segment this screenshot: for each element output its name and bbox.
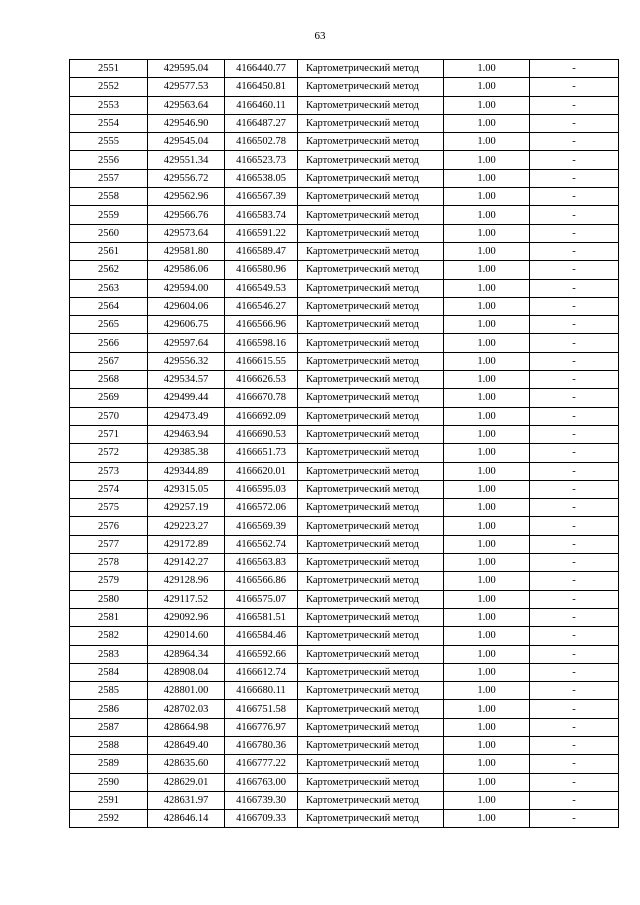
- x-coordinate-cell: 429499.44: [148, 389, 225, 407]
- description-cell: -: [530, 718, 619, 736]
- y-coordinate-cell: 4166777.22: [225, 755, 298, 773]
- table-row: [70, 535, 619, 553]
- x-coordinate-cell: 429223.27: [148, 517, 225, 535]
- description-cell: -: [530, 242, 619, 260]
- method-cell: Картометрический метод: [298, 590, 444, 608]
- method-cell: Картометрический метод: [298, 773, 444, 791]
- description-cell: -: [530, 352, 619, 370]
- precision-cell: 1.00: [444, 297, 530, 315]
- point-number-cell: 2591: [70, 791, 148, 809]
- precision-cell: 1.00: [444, 242, 530, 260]
- precision-cell: 1.00: [444, 407, 530, 425]
- y-coordinate-cell: 4166591.22: [225, 224, 298, 242]
- y-coordinate-cell: 4166626.53: [225, 371, 298, 389]
- x-coordinate-cell: 429315.05: [148, 480, 225, 498]
- point-number-cell: 2551: [70, 60, 148, 78]
- y-coordinate-cell: 4166589.47: [225, 242, 298, 260]
- table-row: [70, 133, 619, 151]
- y-coordinate-cell: 4166776.97: [225, 718, 298, 736]
- method-cell: Картометрический метод: [298, 389, 444, 407]
- x-coordinate-cell: 428629.01: [148, 773, 225, 791]
- point-number-cell: 2568: [70, 371, 148, 389]
- point-number-cell: 2569: [70, 389, 148, 407]
- y-coordinate-cell: 4166670.78: [225, 389, 298, 407]
- x-coordinate-cell: 429257.19: [148, 499, 225, 517]
- y-coordinate-cell: 4166692.09: [225, 407, 298, 425]
- precision-cell: 1.00: [444, 773, 530, 791]
- description-cell: -: [530, 114, 619, 132]
- point-number-cell: 2583: [70, 645, 148, 663]
- x-coordinate-cell: 429463.94: [148, 425, 225, 443]
- precision-cell: 1.00: [444, 755, 530, 773]
- table-row: [70, 334, 619, 352]
- x-coordinate-cell: 428635.60: [148, 755, 225, 773]
- description-cell: -: [530, 96, 619, 114]
- description-cell: -: [530, 462, 619, 480]
- y-coordinate-cell: 4166751.58: [225, 700, 298, 718]
- x-coordinate-cell: 429597.64: [148, 334, 225, 352]
- precision-cell: 1.00: [444, 590, 530, 608]
- point-number-cell: 2559: [70, 206, 148, 224]
- x-coordinate-cell: 429604.06: [148, 297, 225, 315]
- y-coordinate-cell: 4166487.27: [225, 114, 298, 132]
- method-cell: Картометрический метод: [298, 334, 444, 352]
- y-coordinate-cell: 4166592.66: [225, 645, 298, 663]
- point-number-cell: 2573: [70, 462, 148, 480]
- point-number-cell: 2571: [70, 425, 148, 443]
- x-coordinate-cell: 428702.03: [148, 700, 225, 718]
- y-coordinate-cell: 4166580.96: [225, 261, 298, 279]
- table-row: [70, 188, 619, 206]
- point-number-cell: 2572: [70, 444, 148, 462]
- precision-cell: 1.00: [444, 279, 530, 297]
- method-cell: Картометрический метод: [298, 169, 444, 187]
- table-row: [70, 791, 619, 809]
- table-row: [70, 297, 619, 315]
- y-coordinate-cell: 4166538.05: [225, 169, 298, 187]
- method-cell: Картометрический метод: [298, 499, 444, 517]
- description-cell: -: [530, 407, 619, 425]
- table-row: [70, 627, 619, 645]
- description-cell: -: [530, 810, 619, 828]
- precision-cell: 1.00: [444, 462, 530, 480]
- y-coordinate-cell: 4166598.16: [225, 334, 298, 352]
- y-coordinate-cell: 4166450.81: [225, 78, 298, 96]
- y-coordinate-cell: 4166739.30: [225, 791, 298, 809]
- x-coordinate-cell: 429344.89: [148, 462, 225, 480]
- table-row: [70, 773, 619, 791]
- y-coordinate-cell: 4166575.07: [225, 590, 298, 608]
- precision-cell: 1.00: [444, 663, 530, 681]
- method-cell: Картометрический метод: [298, 371, 444, 389]
- precision-cell: 1.00: [444, 517, 530, 535]
- precision-cell: 1.00: [444, 78, 530, 96]
- point-number-cell: 2578: [70, 554, 148, 572]
- table-row: [70, 389, 619, 407]
- description-cell: -: [530, 371, 619, 389]
- point-number-cell: 2592: [70, 810, 148, 828]
- method-cell: Картометрический метод: [298, 60, 444, 78]
- method-cell: Картометрический метод: [298, 554, 444, 572]
- description-cell: -: [530, 133, 619, 151]
- description-cell: -: [530, 297, 619, 315]
- point-number-cell: 2553: [70, 96, 148, 114]
- page-number: 63: [314, 30, 326, 42]
- x-coordinate-cell: 429566.76: [148, 206, 225, 224]
- precision-cell: 1.00: [444, 627, 530, 645]
- precision-cell: 1.00: [444, 572, 530, 590]
- method-cell: Картометрический метод: [298, 407, 444, 425]
- x-coordinate-cell: 429092.96: [148, 608, 225, 626]
- table-row: [70, 499, 619, 517]
- precision-cell: 1.00: [444, 718, 530, 736]
- table-row: [70, 425, 619, 443]
- table-row: [70, 352, 619, 370]
- method-cell: Картометрический метод: [298, 791, 444, 809]
- description-cell: -: [530, 78, 619, 96]
- x-coordinate-cell: 429581.80: [148, 242, 225, 260]
- table-row: [70, 316, 619, 334]
- y-coordinate-cell: 4166583.74: [225, 206, 298, 224]
- method-cell: Картометрический метод: [298, 96, 444, 114]
- description-cell: -: [530, 188, 619, 206]
- point-number-cell: 2574: [70, 480, 148, 498]
- precision-cell: 1.00: [444, 425, 530, 443]
- table-row: [70, 736, 619, 754]
- method-cell: Картометрический метод: [298, 572, 444, 590]
- precision-cell: 1.00: [444, 535, 530, 553]
- point-number-cell: 2565: [70, 316, 148, 334]
- point-number-cell: 2588: [70, 736, 148, 754]
- x-coordinate-cell: 429172.89: [148, 535, 225, 553]
- table-row: [70, 169, 619, 187]
- description-cell: -: [530, 554, 619, 572]
- precision-cell: 1.00: [444, 791, 530, 809]
- precision-cell: 1.00: [444, 334, 530, 352]
- x-coordinate-cell: 429563.64: [148, 96, 225, 114]
- description-cell: -: [530, 791, 619, 809]
- point-number-cell: 2582: [70, 627, 148, 645]
- precision-cell: 1.00: [444, 169, 530, 187]
- method-cell: Картометрический метод: [298, 755, 444, 773]
- point-number-cell: 2570: [70, 407, 148, 425]
- description-cell: -: [530, 663, 619, 681]
- precision-cell: 1.00: [444, 645, 530, 663]
- y-coordinate-cell: 4166567.39: [225, 188, 298, 206]
- y-coordinate-cell: 4166562.74: [225, 535, 298, 553]
- precision-cell: 1.00: [444, 700, 530, 718]
- x-coordinate-cell: 429577.53: [148, 78, 225, 96]
- description-cell: -: [530, 334, 619, 352]
- y-coordinate-cell: 4166502.78: [225, 133, 298, 151]
- table-row: [70, 810, 619, 828]
- method-cell: Картометрический метод: [298, 78, 444, 96]
- x-coordinate-cell: 428649.40: [148, 736, 225, 754]
- y-coordinate-cell: 4166612.74: [225, 663, 298, 681]
- table-row: [70, 700, 619, 718]
- x-coordinate-cell: 428908.04: [148, 663, 225, 681]
- method-cell: Картометрический метод: [298, 480, 444, 498]
- table-row: [70, 224, 619, 242]
- y-coordinate-cell: 4166595.03: [225, 480, 298, 498]
- y-coordinate-cell: 4166581.51: [225, 608, 298, 626]
- precision-cell: 1.00: [444, 444, 530, 462]
- description-cell: -: [530, 517, 619, 535]
- y-coordinate-cell: 4166690.53: [225, 425, 298, 443]
- table-row: [70, 480, 619, 498]
- y-coordinate-cell: 4166549.53: [225, 279, 298, 297]
- x-coordinate-cell: 429573.64: [148, 224, 225, 242]
- precision-cell: 1.00: [444, 371, 530, 389]
- x-coordinate-cell: 429545.04: [148, 133, 225, 151]
- precision-cell: 1.00: [444, 554, 530, 572]
- table-row: [70, 114, 619, 132]
- x-coordinate-cell: 429473.49: [148, 407, 225, 425]
- point-number-cell: 2587: [70, 718, 148, 736]
- description-cell: -: [530, 535, 619, 553]
- method-cell: Картометрический метод: [298, 627, 444, 645]
- table-row: [70, 645, 619, 663]
- method-cell: Картометрический метод: [298, 114, 444, 132]
- table-row: [70, 261, 619, 279]
- method-cell: Картометрический метод: [298, 297, 444, 315]
- method-cell: Картометрический метод: [298, 242, 444, 260]
- x-coordinate-cell: 428801.00: [148, 682, 225, 700]
- description-cell: -: [530, 700, 619, 718]
- description-cell: -: [530, 608, 619, 626]
- precision-cell: 1.00: [444, 352, 530, 370]
- x-coordinate-cell: 429534.57: [148, 371, 225, 389]
- description-cell: -: [530, 480, 619, 498]
- method-cell: Картометрический метод: [298, 645, 444, 663]
- method-cell: Картометрический метод: [298, 444, 444, 462]
- table-row: [70, 755, 619, 773]
- method-cell: Картометрический метод: [298, 188, 444, 206]
- y-coordinate-cell: 4166440.77: [225, 60, 298, 78]
- point-number-cell: 2554: [70, 114, 148, 132]
- point-number-cell: 2575: [70, 499, 148, 517]
- y-coordinate-cell: 4166572.06: [225, 499, 298, 517]
- description-cell: -: [530, 169, 619, 187]
- point-number-cell: 2589: [70, 755, 148, 773]
- table-row: [70, 682, 619, 700]
- x-coordinate-cell: 429586.06: [148, 261, 225, 279]
- point-number-cell: 2552: [70, 78, 148, 96]
- description-cell: -: [530, 736, 619, 754]
- table-row: [70, 151, 619, 169]
- method-cell: Картометрический метод: [298, 535, 444, 553]
- point-number-cell: 2566: [70, 334, 148, 352]
- method-cell: Картометрический метод: [298, 736, 444, 754]
- precision-cell: 1.00: [444, 389, 530, 407]
- y-coordinate-cell: 4166569.39: [225, 517, 298, 535]
- y-coordinate-cell: 4166620.01: [225, 462, 298, 480]
- method-cell: Картометрический метод: [298, 517, 444, 535]
- description-cell: -: [530, 389, 619, 407]
- point-number-cell: 2556: [70, 151, 148, 169]
- method-cell: Картометрический метод: [298, 810, 444, 828]
- x-coordinate-cell: 428964.34: [148, 645, 225, 663]
- x-coordinate-cell: 429385.38: [148, 444, 225, 462]
- precision-cell: 1.00: [444, 224, 530, 242]
- precision-cell: 1.00: [444, 810, 530, 828]
- table-row: [70, 78, 619, 96]
- description-cell: -: [530, 316, 619, 334]
- y-coordinate-cell: 4166651.73: [225, 444, 298, 462]
- point-number-cell: 2557: [70, 169, 148, 187]
- method-cell: Картометрический метод: [298, 224, 444, 242]
- description-cell: -: [530, 499, 619, 517]
- description-cell: -: [530, 590, 619, 608]
- point-number-cell: 2586: [70, 700, 148, 718]
- point-number-cell: 2585: [70, 682, 148, 700]
- description-cell: -: [530, 645, 619, 663]
- coordinates-table-body: [70, 60, 619, 828]
- table-row: [70, 718, 619, 736]
- method-cell: Картометрический метод: [298, 608, 444, 626]
- precision-cell: 1.00: [444, 682, 530, 700]
- y-coordinate-cell: 4166460.11: [225, 96, 298, 114]
- point-number-cell: 2561: [70, 242, 148, 260]
- method-cell: Картометрический метод: [298, 425, 444, 443]
- method-cell: Картометрический метод: [298, 206, 444, 224]
- x-coordinate-cell: 429014.60: [148, 627, 225, 645]
- coordinates-table: [69, 59, 619, 828]
- table-row: [70, 517, 619, 535]
- method-cell: Картометрический метод: [298, 462, 444, 480]
- precision-cell: 1.00: [444, 151, 530, 169]
- point-number-cell: 2590: [70, 773, 148, 791]
- precision-cell: 1.00: [444, 188, 530, 206]
- x-coordinate-cell: 429142.27: [148, 554, 225, 572]
- description-cell: -: [530, 279, 619, 297]
- precision-cell: 1.00: [444, 261, 530, 279]
- precision-cell: 1.00: [444, 96, 530, 114]
- description-cell: -: [530, 206, 619, 224]
- x-coordinate-cell: 429606.75: [148, 316, 225, 334]
- table-row: [70, 663, 619, 681]
- point-number-cell: 2576: [70, 517, 148, 535]
- y-coordinate-cell: 4166763.00: [225, 773, 298, 791]
- description-cell: -: [530, 224, 619, 242]
- description-cell: -: [530, 261, 619, 279]
- precision-cell: 1.00: [444, 608, 530, 626]
- point-number-cell: 2567: [70, 352, 148, 370]
- description-cell: -: [530, 682, 619, 700]
- precision-cell: 1.00: [444, 499, 530, 517]
- x-coordinate-cell: 429556.32: [148, 352, 225, 370]
- table-row: [70, 206, 619, 224]
- point-number-cell: 2560: [70, 224, 148, 242]
- method-cell: Картометрический метод: [298, 261, 444, 279]
- point-number-cell: 2579: [70, 572, 148, 590]
- x-coordinate-cell: 428664.98: [148, 718, 225, 736]
- method-cell: Картометрический метод: [298, 718, 444, 736]
- point-number-cell: 2584: [70, 663, 148, 681]
- description-cell: -: [530, 755, 619, 773]
- table-row: [70, 60, 619, 78]
- table-row: [70, 444, 619, 462]
- x-coordinate-cell: 429546.90: [148, 114, 225, 132]
- y-coordinate-cell: 4166780.36: [225, 736, 298, 754]
- method-cell: Картометрический метод: [298, 151, 444, 169]
- x-coordinate-cell: 429556.72: [148, 169, 225, 187]
- point-number-cell: 2581: [70, 608, 148, 626]
- x-coordinate-cell: 429551.34: [148, 151, 225, 169]
- point-number-cell: 2580: [70, 590, 148, 608]
- description-cell: -: [530, 773, 619, 791]
- method-cell: Картометрический метод: [298, 316, 444, 334]
- description-cell: -: [530, 444, 619, 462]
- y-coordinate-cell: 4166615.55: [225, 352, 298, 370]
- method-cell: Картометрический метод: [298, 279, 444, 297]
- precision-cell: 1.00: [444, 316, 530, 334]
- y-coordinate-cell: 4166566.86: [225, 572, 298, 590]
- precision-cell: 1.00: [444, 133, 530, 151]
- y-coordinate-cell: 4166584.46: [225, 627, 298, 645]
- table-row: [70, 371, 619, 389]
- point-number-cell: 2558: [70, 188, 148, 206]
- y-coordinate-cell: 4166563.83: [225, 554, 298, 572]
- x-coordinate-cell: 429594.00: [148, 279, 225, 297]
- table-row: [70, 608, 619, 626]
- table-row: [70, 279, 619, 297]
- y-coordinate-cell: 4166566.96: [225, 316, 298, 334]
- y-coordinate-cell: 4166546.27: [225, 297, 298, 315]
- method-cell: Картометрический метод: [298, 682, 444, 700]
- precision-cell: 1.00: [444, 114, 530, 132]
- description-cell: -: [530, 627, 619, 645]
- x-coordinate-cell: 429595.04: [148, 60, 225, 78]
- point-number-cell: 2577: [70, 535, 148, 553]
- x-coordinate-cell: 428631.97: [148, 791, 225, 809]
- x-coordinate-cell: 429117.52: [148, 590, 225, 608]
- precision-cell: 1.00: [444, 736, 530, 754]
- description-cell: -: [530, 425, 619, 443]
- table-row: [70, 590, 619, 608]
- precision-cell: 1.00: [444, 480, 530, 498]
- x-coordinate-cell: 429128.96: [148, 572, 225, 590]
- point-number-cell: 2562: [70, 261, 148, 279]
- description-cell: -: [530, 151, 619, 169]
- point-number-cell: 2555: [70, 133, 148, 151]
- x-coordinate-cell: 429562.96: [148, 188, 225, 206]
- y-coordinate-cell: 4166709.33: [225, 810, 298, 828]
- description-cell: -: [530, 60, 619, 78]
- point-number-cell: 2563: [70, 279, 148, 297]
- precision-cell: 1.00: [444, 60, 530, 78]
- table-row: [70, 572, 619, 590]
- description-cell: -: [530, 572, 619, 590]
- method-cell: Картометрический метод: [298, 700, 444, 718]
- method-cell: Картометрический метод: [298, 663, 444, 681]
- table-row: [70, 462, 619, 480]
- method-cell: Картометрический метод: [298, 133, 444, 151]
- point-number-cell: 2564: [70, 297, 148, 315]
- table-row: [70, 554, 619, 572]
- x-coordinate-cell: 428646.14: [148, 810, 225, 828]
- precision-cell: 1.00: [444, 206, 530, 224]
- table-row: [70, 407, 619, 425]
- method-cell: Картометрический метод: [298, 352, 444, 370]
- y-coordinate-cell: 4166523.73: [225, 151, 298, 169]
- table-row: [70, 96, 619, 114]
- y-coordinate-cell: 4166680.11: [225, 682, 298, 700]
- table-row: [70, 242, 619, 260]
